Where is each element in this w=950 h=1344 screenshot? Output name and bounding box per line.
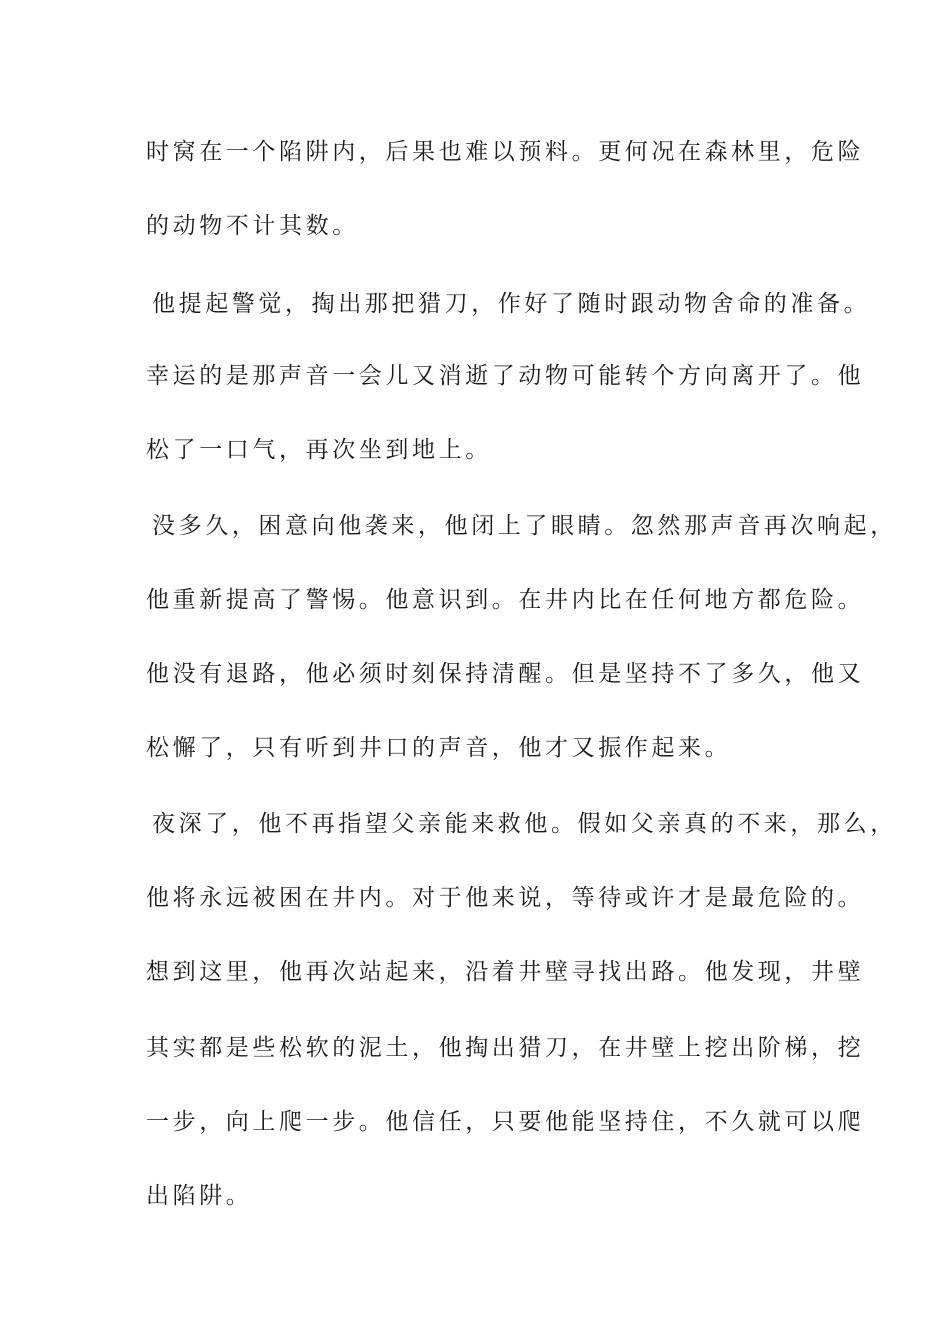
text-line: 幸运的是那声音一会儿又消逝了动物可能转个方向离开了。他 <box>146 363 865 389</box>
text-line: 他重新提高了警惕。他意识到。在井内比在任何地方都危险。 <box>146 587 865 613</box>
text-line: 他将永远被困在井内。对于他来说，等待或许才是最危险的。 <box>146 885 865 911</box>
paragraph-start-line: 夜深了，他不再指望父亲能来救他。假如父亲真的不来，那么， <box>152 811 897 837</box>
text-line: 一步，向上爬一步。他信任，只要他能坚持住，不久就可以爬 <box>146 1109 865 1135</box>
text-line: 的动物不计其数。 <box>146 213 359 239</box>
text-line: 出陷阱。 <box>146 1183 253 1209</box>
text-line: 想到这里，他再次站起来，沿着井壁寻找出路。他发现，井壁 <box>146 959 865 985</box>
text-line: 时窝在一个陷阱内，后果也难以预料。更何况在森林里，危险 <box>146 139 865 165</box>
text-line: 其实都是些松软的泥土，他掏出猎刀，在井壁上挖出阶梯，挖 <box>146 1035 865 1061</box>
text-line: 松了一口气，再次坐到地上。 <box>146 437 492 463</box>
text-line: 他没有退路，他必须时刻保持清醒。但是坚持不了多久，他又 <box>146 661 865 687</box>
text-line: 松懈了，只有听到井口的声音，他才又振作起来。 <box>146 735 732 761</box>
paragraph-start-line: 他提起警觉，掏出那把猎刀，作好了随时跟动物舍命的准备。 <box>152 291 871 317</box>
paragraph-start-line: 没多久，困意向他袭来，他闭上了眼睛。忽然那声音再次响起， <box>152 513 897 539</box>
